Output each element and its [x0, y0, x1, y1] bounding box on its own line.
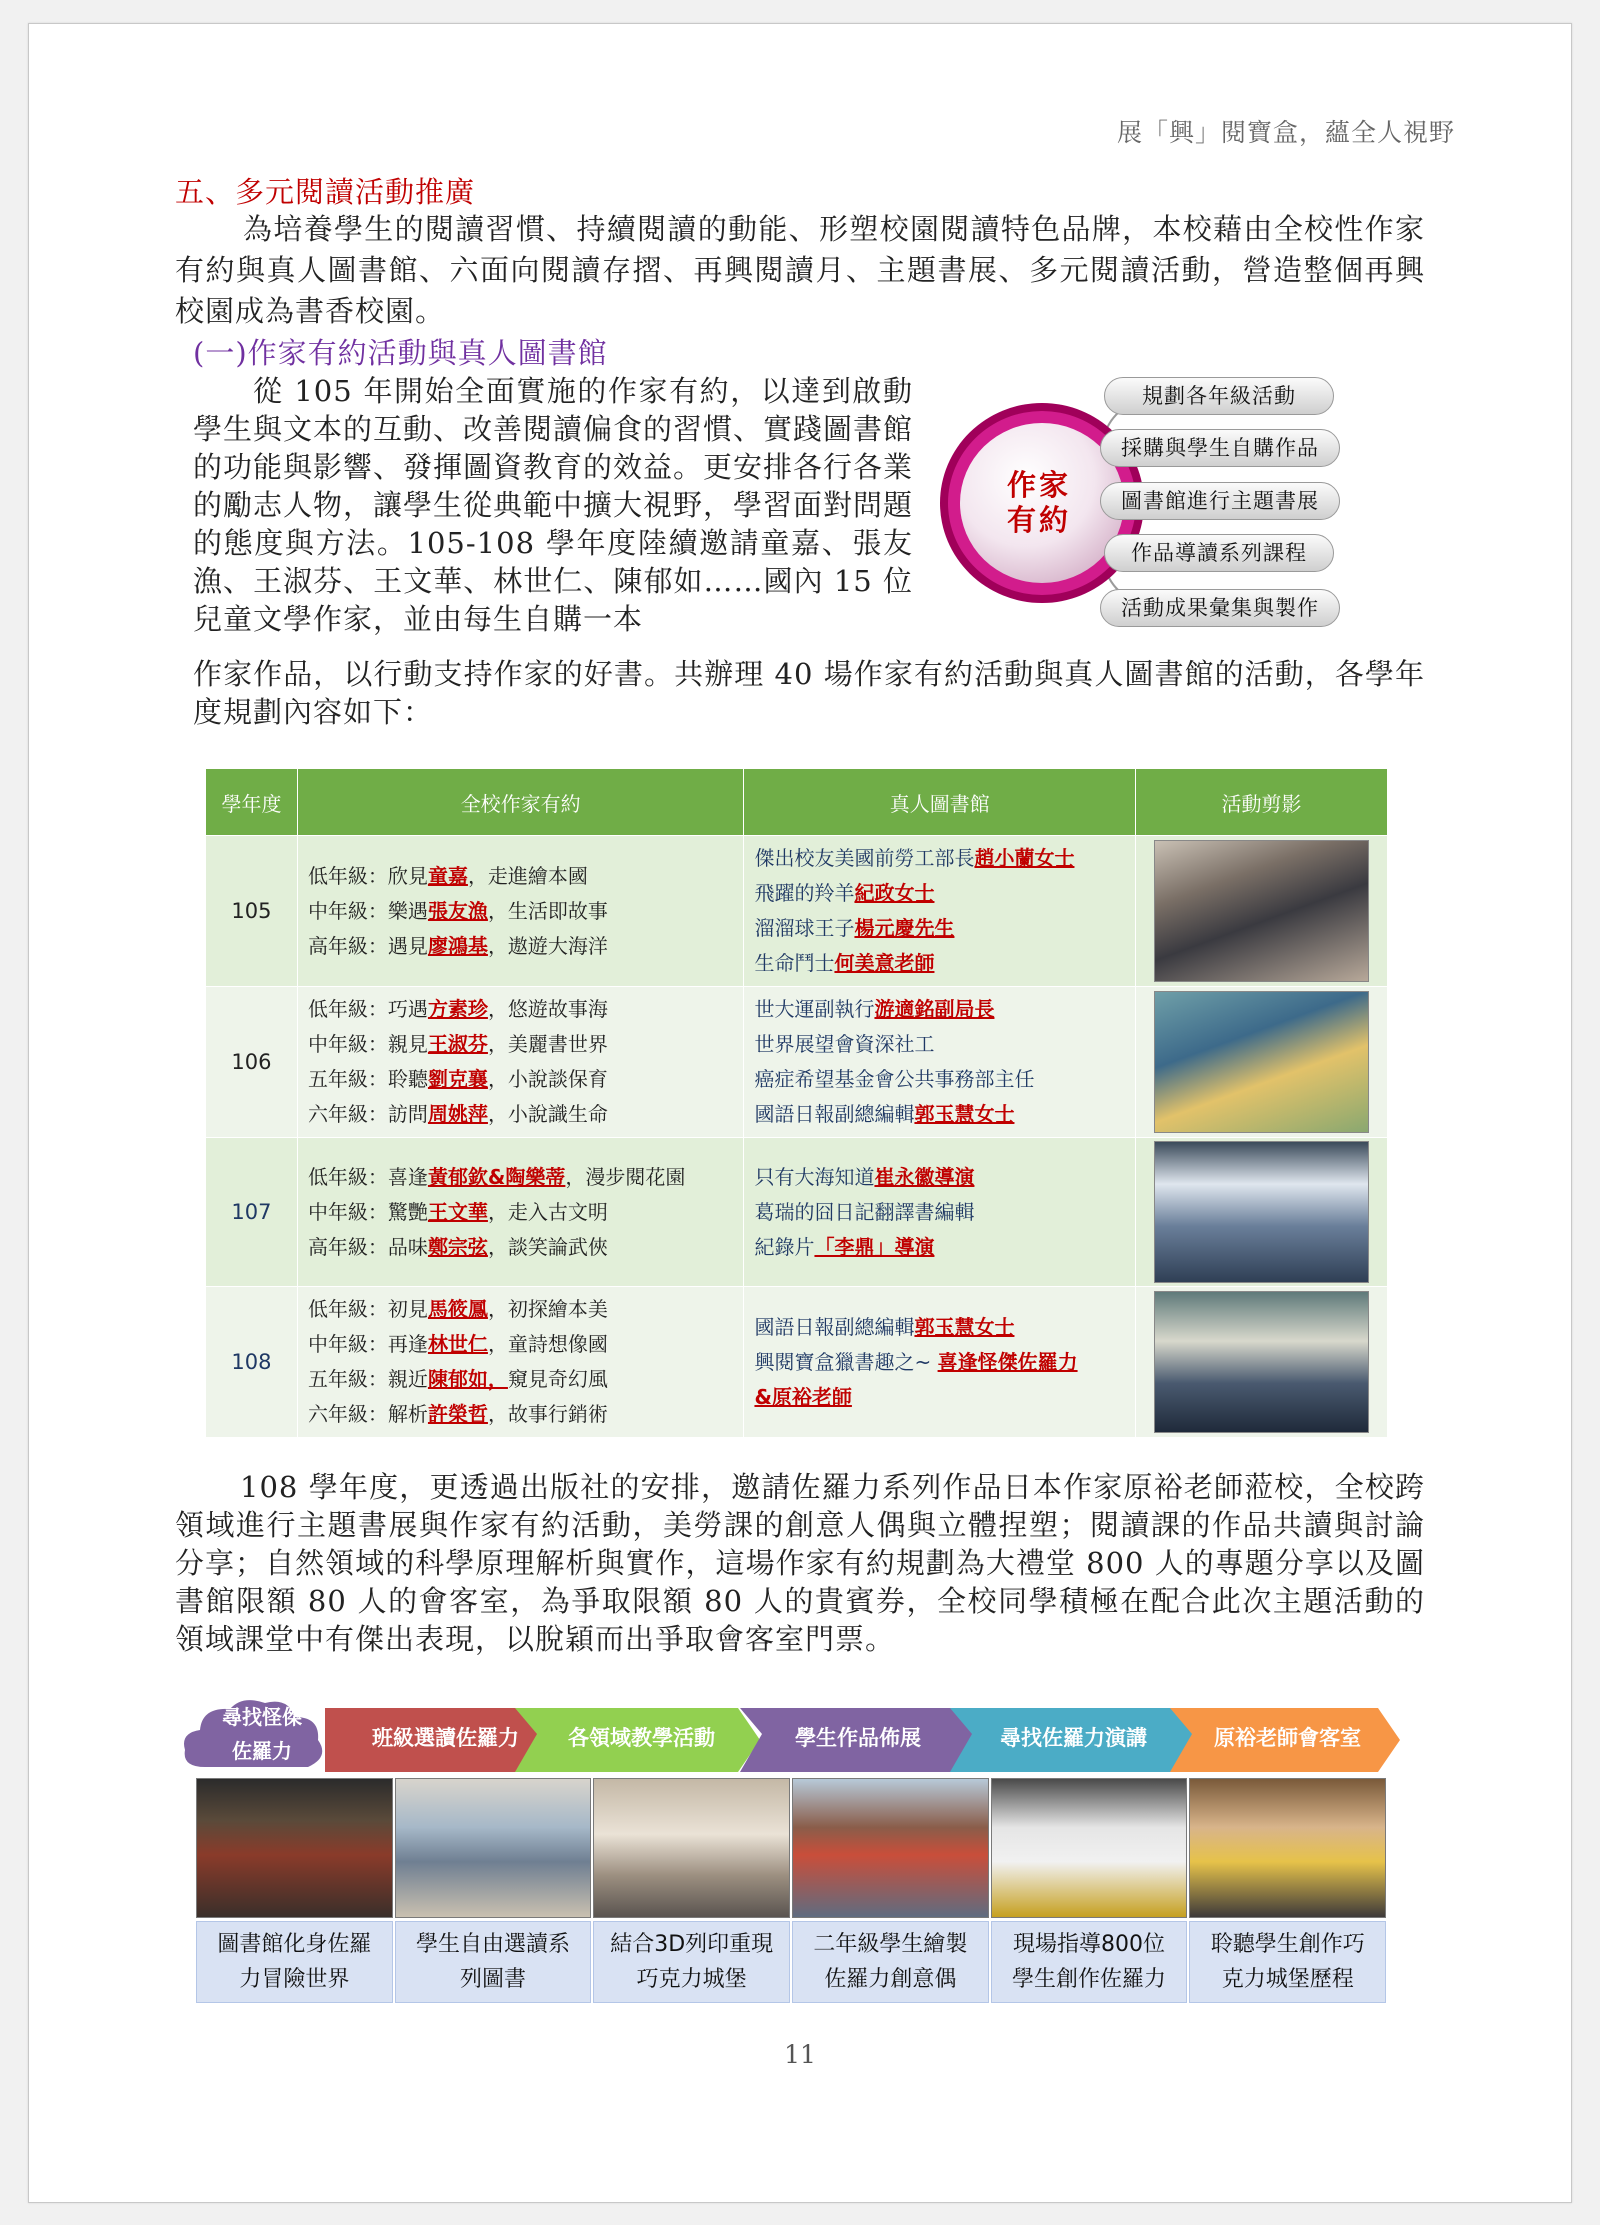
cell-line — [754, 1097, 1135, 1132]
photo-caption — [991, 1921, 1188, 2003]
author-program-paragraph: 從 105 年開始全面實施的作家有約，以達到啟動學生與文本的互動、改善閱讀偏食的習慣、實踐圖書館的功能與影響、發揮圖資教育的效益。更安排各行各業的勵志人物，讓學生從典範中擴大視野，學習面對問題的態度與方法。105-108 學年度陸續邀請童嘉、張友漁、王淑芬、王文華、林世仁、陳郁如……國內 15 位兒童文學作家，並由每生自購一本 — [193, 374, 914, 636]
year-cell: 106 — [206, 987, 298, 1138]
featured-name: 王文華 — [427, 1199, 488, 1224]
line-text: 只有大海知道 — [754, 1164, 875, 1189]
line-text: 傑出校友美國前勞工部長 — [754, 846, 975, 870]
featured-name: &原裕老師 — [754, 1384, 852, 1409]
featured-name: 「李鼎」導演 — [814, 1234, 935, 1259]
line-text: 葛瑞的囧日記翻譯書編輯 — [754, 1199, 975, 1224]
line-text: 興閱寶盒獵書趣之~ — [754, 1349, 938, 1374]
line-text: 高年級：遇見 — [307, 933, 428, 958]
section-title: 五、多元閱讀活動推廣 — [175, 175, 476, 209]
caption-line: 二年級學生繪製 — [813, 1932, 968, 1957]
diagram-item: 活動成果彙集與製作 — [1100, 589, 1340, 627]
featured-name: 紀政女士 — [854, 881, 935, 905]
line-text: 低年級：巧遇 — [307, 997, 428, 1021]
caption-line: 學生自由選讀系 — [416, 1932, 571, 1957]
cell-line — [754, 1195, 1135, 1230]
table-header-row — [206, 769, 1388, 836]
line-text: ，故事行銷術 — [487, 1402, 608, 1426]
zorori-paragraph: 108 學年度，更透過出版社的安排，邀請佐羅力系列作品日本作家原裕老師蒞校，全校跨領域進行主題書展與作家有約活動，美勞課的創意人偶與立體捏塑；閱讀課的作品共讀與討論分享；自然領域的科學原理解析與實作，這場作家有約規劃為大禮堂 800 人的專題分享以及圖書館限額 80 人的會客室，為爭取限額 80 人的貴賓券，全校同學積極在配合此次主題活動的領域課堂中有傑出表現，以脫穎而出爭取會客室門票。 — [175, 1470, 1425, 1656]
line-text: ，初探繪本美 — [487, 1297, 608, 1321]
featured-name: 林世仁 — [427, 1332, 488, 1356]
human-library-cell — [744, 987, 1136, 1138]
line-text: ，遨遊大海洋 — [487, 933, 608, 958]
human-library-cell — [744, 1287, 1136, 1438]
line-text: 溜溜球王子 — [754, 916, 855, 940]
line-text: ，漫步閱花園 — [565, 1164, 686, 1189]
hub-label-line: 作家 — [1006, 468, 1071, 502]
author-meeting-cell — [297, 1138, 744, 1287]
line-text: ，談笑論武俠 — [487, 1234, 608, 1259]
human-library-cell — [744, 1138, 1136, 1287]
year-cell: 107 — [206, 1138, 298, 1287]
cell-line — [308, 992, 744, 1027]
featured-name: 黃郁欽&陶樂蒂 — [427, 1164, 566, 1189]
cell-line — [308, 859, 744, 894]
subsection-title: (一)作家有約活動與真人圖書館 — [193, 336, 608, 370]
line-text: 窺見奇幻風 — [507, 1367, 608, 1391]
cell-line — [308, 1327, 744, 1362]
table-row — [206, 836, 1388, 987]
activity-photo — [1154, 991, 1369, 1133]
diagram-item: 作品導讀系列課程 — [1104, 534, 1334, 572]
table-row — [206, 987, 1388, 1138]
line-text: 生命鬥士 — [754, 951, 835, 975]
photo-caption — [593, 1921, 790, 2003]
diagram-item: 採購與學生自購作品 — [1100, 429, 1340, 467]
activity-photo — [593, 1778, 790, 1918]
cell-line — [754, 1027, 1135, 1062]
featured-name: 廖鴻基 — [427, 933, 488, 958]
cell-line — [754, 992, 1135, 1027]
caption-line: 巧克力城堡 — [636, 1967, 747, 1992]
process-step: 班級選讀佐羅力 — [372, 1726, 519, 1750]
line-text: 飛躍的羚羊 — [754, 881, 855, 905]
line-text: ，童詩想像國 — [487, 1332, 608, 1356]
header-photos: 活動剪影 — [1136, 769, 1388, 836]
line-text: ，走入古文明 — [487, 1199, 608, 1224]
featured-name: 喜逢怪傑佐羅力 — [937, 1349, 1078, 1374]
featured-name: 何美意老師 — [834, 951, 935, 975]
activity-photo — [1154, 1291, 1369, 1433]
featured-name: 郭玉慧女士 — [914, 1314, 1015, 1339]
caption-line: 學生創作佐羅力 — [1012, 1967, 1167, 1992]
activity-caption-row — [196, 1921, 1386, 2003]
featured-name: 許榮哲 — [427, 1402, 488, 1426]
photo-cell — [1136, 1287, 1388, 1438]
cell-line — [308, 1160, 744, 1195]
cell-line — [308, 1027, 744, 1062]
diagram-item: 規劃各年級活動 — [1104, 377, 1334, 415]
caption-line: 現場指導800位 — [1013, 1932, 1166, 1957]
table-row — [206, 1287, 1388, 1438]
cell-line — [754, 1062, 1135, 1097]
cell-line — [754, 1160, 1135, 1195]
featured-name: 周姚萍 — [427, 1102, 488, 1126]
hub-label — [982, 468, 1096, 538]
activity-photo — [1154, 840, 1369, 982]
line-text: ，小說識生命 — [487, 1102, 608, 1126]
intro-paragraph: 為培養學生的閱讀習慣、持續閱讀的動能、形塑校園閱讀特色品牌，本校藉由全校性作家有約與真人圖書館、六面向閱讀存摺、再興閱讀月、主題書展、多元閱讀活動，營造整個再興校園成為書香校園。 — [175, 212, 1425, 328]
line-text: 低年級：欣見 — [307, 863, 428, 888]
featured-name: 崔永徽導演 — [874, 1164, 975, 1189]
line-text: 中年級：樂遇 — [307, 898, 428, 923]
photo-cell — [1136, 836, 1388, 987]
line-text: 六年級：解析 — [307, 1402, 428, 1426]
activity-photo — [1154, 1141, 1369, 1283]
line-text: 低年級：喜逢 — [307, 1164, 428, 1189]
caption-line: 圖書館化身佐羅 — [217, 1932, 372, 1957]
process-step: 學生作品佈展 — [795, 1726, 921, 1750]
table-row — [206, 1138, 1388, 1287]
cell-line — [754, 876, 1135, 911]
featured-name: 張友漁 — [427, 898, 488, 923]
caption-line: 克力城堡歷程 — [1221, 1967, 1354, 1992]
line-text: 紀錄片 — [754, 1234, 815, 1259]
header-year: 學年度 — [206, 769, 298, 836]
photo-caption — [395, 1921, 592, 2003]
year-cell: 108 — [206, 1287, 298, 1438]
cell-line — [308, 1097, 744, 1132]
cell-line — [754, 841, 1135, 876]
running-header: 展「興」閱寶盒，蘊全人視野 — [1116, 118, 1455, 147]
cell-line — [754, 1345, 1135, 1380]
cell-line — [308, 1062, 744, 1097]
human-library-cell — [744, 836, 1136, 987]
caption-line: 力冒險世界 — [239, 1967, 350, 1992]
cell-line — [754, 1230, 1135, 1265]
caption-line: 結合3D列印重現 — [610, 1932, 774, 1957]
process-step: 原裕老師會客室 — [1214, 1726, 1361, 1750]
featured-name: 趙小蘭女士 — [974, 846, 1075, 870]
cloud-label-line: 尋找怪傑 — [222, 1705, 302, 1729]
line-text: 世界展望會資深社工 — [754, 1032, 935, 1056]
cell-line — [754, 1310, 1135, 1345]
header-author-meeting: 全校作家有約 — [297, 769, 744, 836]
process-step: 尋找佐羅力演講 — [1000, 1726, 1147, 1750]
line-text: 五年級：聆聽 — [307, 1067, 428, 1091]
author-meeting-cell — [297, 987, 744, 1138]
photo-caption — [792, 1921, 989, 2003]
header-human-library: 真人圖書館 — [744, 769, 1136, 836]
line-text: 五年級：親近 — [307, 1367, 428, 1391]
cell-line — [308, 1362, 744, 1397]
photo-cell — [1136, 1138, 1388, 1287]
cell-line — [754, 946, 1135, 981]
author-meeting-cell — [297, 1287, 744, 1438]
line-text: ，美麗書世界 — [487, 1032, 608, 1056]
line-text: 中年級：再逢 — [307, 1332, 428, 1356]
featured-name: 游適銘副局長 — [874, 997, 995, 1021]
cell-line — [308, 894, 744, 929]
line-text: 國語日報副總編輯 — [754, 1314, 915, 1339]
line-text: 高年級：品味 — [307, 1234, 428, 1259]
activity-photo — [196, 1778, 393, 1918]
activity-photo — [1189, 1778, 1386, 1918]
cell-line — [308, 1397, 744, 1432]
featured-name: 楊元慶先生 — [854, 916, 955, 940]
author-meeting-cell — [297, 836, 744, 987]
line-text: ，小說談保育 — [487, 1067, 608, 1091]
cell-line — [754, 911, 1135, 946]
author-program-paragraph-continued: 作家作品，以行動支持作家的好書。共辦理 40 場作家有約活動與真人圖書館的活動，各學年度規劃內容如下： — [193, 657, 1425, 729]
featured-name: 王淑芬 — [427, 1032, 488, 1056]
process-step: 各領域教學活動 — [568, 1726, 715, 1750]
activity-photo — [792, 1778, 989, 1918]
featured-name: 童嘉 — [427, 863, 468, 888]
hub-label-line: 有約 — [1006, 503, 1071, 537]
year-cell: 105 — [206, 836, 298, 987]
caption-line: 聆聽學生創作巧 — [1210, 1932, 1365, 1957]
photo-caption — [196, 1921, 393, 2003]
cell-line — [308, 1292, 744, 1327]
author-meeting-diagram — [932, 368, 1412, 638]
line-text: 低年級：初見 — [307, 1297, 428, 1321]
line-text: 國語日報副總編輯 — [754, 1102, 915, 1126]
line-text: 癌症希望基金會公共事務部主任 — [754, 1067, 1035, 1091]
featured-name: 鄭宗弦 — [427, 1234, 488, 1259]
cell-line — [754, 1380, 1135, 1415]
featured-name: 陳郁如， — [427, 1367, 508, 1391]
cell-line — [308, 1195, 744, 1230]
line-text: ，悠遊故事海 — [487, 997, 608, 1021]
cell-line — [308, 929, 744, 964]
line-text: 六年級：訪問 — [307, 1102, 428, 1126]
yearly-plan-table — [205, 768, 1388, 1438]
featured-name: 馬筱鳳 — [427, 1297, 488, 1321]
photo-cell — [1136, 987, 1388, 1138]
diagram-item: 圖書館進行主題書展 — [1100, 482, 1340, 520]
cloud-label — [212, 1700, 312, 1768]
caption-line: 佐羅力創意偶 — [824, 1967, 957, 1992]
line-text: 世大運副執行 — [754, 997, 875, 1021]
activity-photo — [991, 1778, 1188, 1918]
cloud-label-line: 佐羅力 — [232, 1739, 292, 1763]
line-text: 中年級：親見 — [307, 1032, 428, 1056]
line-text: 中年級：驚艷 — [307, 1199, 428, 1224]
photo-caption — [1189, 1921, 1386, 2003]
featured-name: 劉克襄 — [427, 1067, 488, 1091]
cell-line — [308, 1230, 744, 1265]
activity-photo-row — [196, 1778, 1386, 1918]
featured-name: 方素珍 — [427, 997, 488, 1021]
line-text: ，走進繪本國 — [467, 863, 588, 888]
line-text: ，生活即故事 — [487, 898, 608, 923]
featured-name: 郭玉慧女士 — [914, 1102, 1015, 1126]
caption-line: 列圖書 — [460, 1967, 527, 1992]
page-number: 11 — [784, 2040, 816, 2069]
activity-photo — [395, 1778, 592, 1918]
